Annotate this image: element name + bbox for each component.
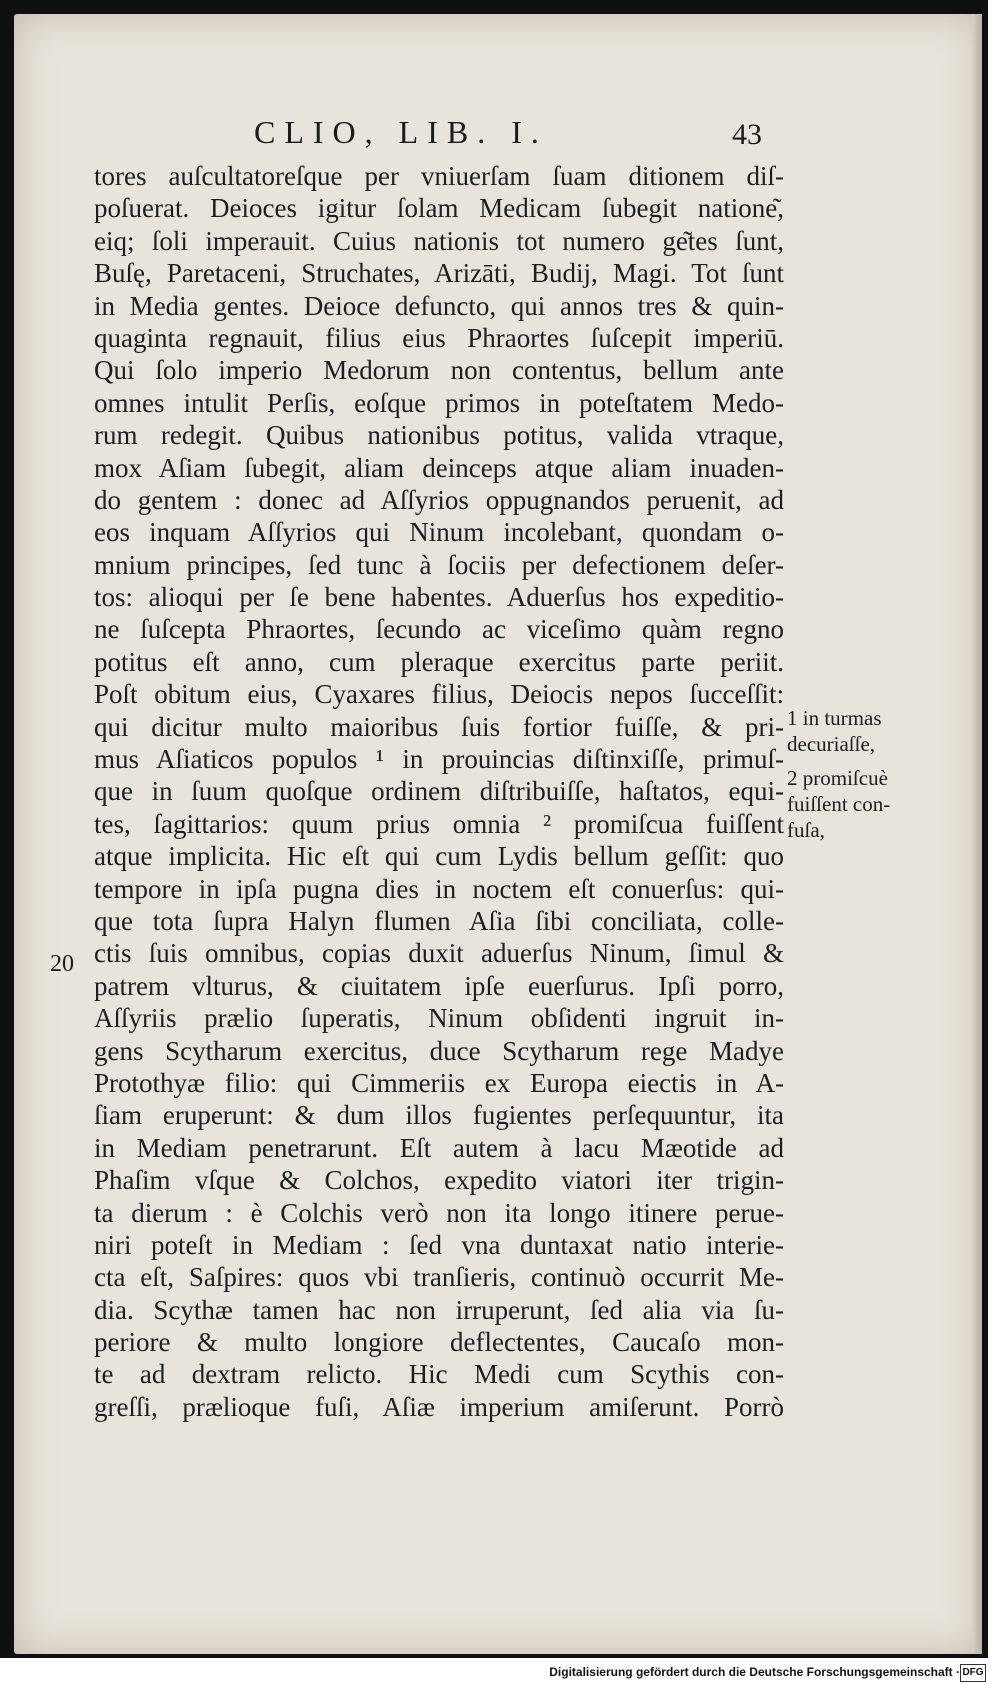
text-line: qui dicitur multo maioribus ſuis fortior fuiſſe, & pri- bbox=[94, 711, 784, 742]
text-line: Buſę, Paretaceni, Struchates, Arizāti, Budij, Magi. Tot ſunt bbox=[94, 258, 784, 289]
text-line: cta eſt, Saſpires: quos vbi tranſieris, continuò occurrit Me- bbox=[94, 1262, 784, 1293]
margin-note-line: 1 in turmas bbox=[787, 706, 882, 730]
text-line: Phaſim vſque & Colchos, expedito viatori iter trigin- bbox=[94, 1165, 784, 1196]
text-line: Poſt obitum eius, Cyaxares filius, Deiocis nepos ſucceſſit: bbox=[94, 679, 784, 710]
text-line: gens Scytharum exercitus, duce Scytharum rege Madye bbox=[94, 1035, 784, 1066]
text-line: ſiam eruperunt: & dum illos fugientes perſequuntur, ita bbox=[94, 1100, 784, 1131]
dfg-logo: DFG bbox=[960, 1664, 986, 1682]
text-line: periore & multo longiore deflectentes, Caucaſo mon- bbox=[94, 1327, 784, 1358]
page-edge bbox=[972, 14, 982, 1654]
text-line: que in ſuum quoſque ordinem diſtribuiſſe, haſtatos, equi- bbox=[94, 776, 784, 807]
margin-note-line: fuſa, bbox=[787, 818, 825, 842]
text-line: atque implicita. Hic eſt qui cum Lydis bellum geſſit: quo bbox=[94, 841, 784, 872]
text-line: Aſſyriis prælio ſuperatis, Ninum obſidenti ingruit in- bbox=[94, 1003, 784, 1034]
line-number-marker: 20 bbox=[50, 951, 74, 977]
text-line: tempore in ipſa pugna dies in noctem eſt conuerſus: qui- bbox=[94, 873, 784, 904]
footer-credit: Digitalisierung gefördert durch die Deutsche Forschungsgemeinschaft · bbox=[549, 1665, 960, 1679]
text-line: quaginta regnauit, filius eius Phraortes ſuſcepit imperiū. bbox=[94, 322, 784, 353]
margin-note-1 bbox=[787, 705, 882, 757]
text-line: que tota ſupra Halyn flumen Aſia ſibi conciliata, colle- bbox=[94, 905, 784, 936]
text-line: eos inquam Aſſyrios qui Ninum incolebant, quondam o- bbox=[94, 517, 784, 548]
footer-bar bbox=[0, 1662, 988, 1684]
margin-note-line: decuriaſſe, bbox=[787, 732, 876, 756]
text-line: mox Aſiam ſubegit, aliam deinceps atque aliam inuaden- bbox=[94, 452, 784, 483]
margin-note-line: fuiſſent con- bbox=[787, 792, 891, 816]
text-line: niri poteſt in Mediam : ſed vna duntaxat natio interie- bbox=[94, 1229, 784, 1260]
text-line: tores auſcultatoreſque per vniuerſam ſuam ditionem diſ- bbox=[94, 161, 784, 191]
text-line: te ad dextram relicto. Hic Medi cum Scythis con- bbox=[94, 1359, 784, 1390]
text-line: potitus eſt anno, cum pleraque exercitus parte periit. bbox=[94, 646, 784, 677]
text-line: dia. Scythæ tamen hac non irruperunt, ſed alia via ſu- bbox=[94, 1294, 784, 1325]
body-text bbox=[94, 160, 784, 1423]
text-line: mus Aſiaticos populos ¹ in prouincias diſtinxiſſe, primuſ- bbox=[94, 744, 784, 775]
text-line: ctis ſuis omnibus, copias duxit aduerſus Ninum, ſimul & bbox=[94, 938, 784, 969]
text-line: Protothyæ filio: qui Cimmeriis ex Europa eiectis in A- bbox=[94, 1067, 784, 1098]
text-line: tos: alioqui per ſe bene habentes. Aduerſus hos expeditio- bbox=[94, 582, 784, 613]
margin-note-2 bbox=[787, 765, 890, 843]
text-line: ne ſuſcepta Phraortes, ſecundo ac viceſimo quàm regno bbox=[94, 614, 784, 645]
text-line: Qui ſolo imperio Medorum non contentus, bellum ante bbox=[94, 355, 784, 386]
text-line: in Media gentes. Deioce defuncto, qui annos tres & quin- bbox=[94, 290, 784, 321]
running-head: CLIO, LIB. I. bbox=[254, 114, 548, 150]
page-number: 43 bbox=[732, 118, 762, 151]
text-line: ta dierum : è Colchis verò non ita longo itinere perue- bbox=[94, 1197, 784, 1228]
book-page bbox=[14, 14, 982, 1654]
margin-note-line: 2 promiſcuè bbox=[787, 766, 888, 790]
text-line: do gentem : donec ad Aſſyrios oppugnandos peruenit, ad bbox=[94, 484, 784, 515]
text-line: poſuerat. Deioces igitur ſolam Medicam ſubegit natione͂, bbox=[94, 193, 784, 224]
text-line: mnium principes, ſed tunc à ſociis per defectionem deſer- bbox=[94, 549, 784, 580]
text-line: greſſi, prælioque fuſi, Aſiæ imperium amiſerunt. Porrò bbox=[94, 1391, 784, 1422]
text-line: rum redegit. Quibus nationibus potitus, valida vtraque, bbox=[94, 420, 784, 451]
text-line: tes, ſagittarios: quum prius omnia ² promiſcua fuiſſent bbox=[94, 808, 784, 839]
text-line: patrem vlturus, & ciuitatem ipſe euerſurus. Ipſi porro, bbox=[94, 970, 784, 1001]
text-line: in Mediam penetrarunt. Eſt autem à lacu Mæotide ad bbox=[94, 1132, 784, 1163]
text-line: eiq; ſoli imperauit. Cuius nationis tot numero ge͂tes ſunt, bbox=[94, 225, 784, 256]
text-line: omnes intulit Perſis, eoſque primos in poteſtatem Medo- bbox=[94, 387, 784, 418]
